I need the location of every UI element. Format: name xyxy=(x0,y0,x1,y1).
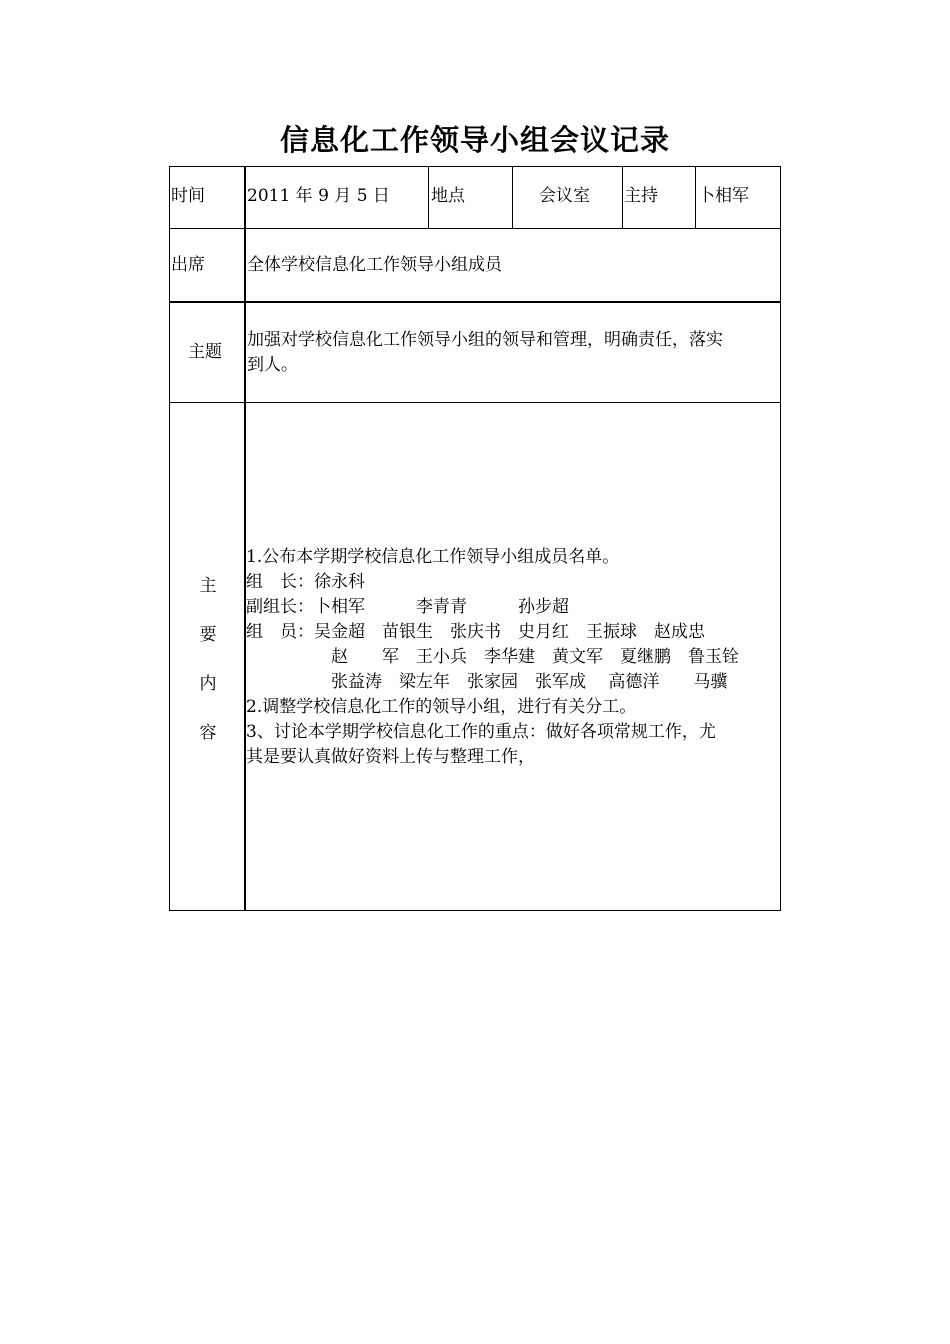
meeting-record-table xyxy=(169,166,781,911)
time-value: 2011 年 9 月 5 日 xyxy=(247,186,390,206)
topic-line: 加强对学校信息化工作领导小组的领导和管理，明确责任，落实 xyxy=(247,330,723,350)
column-divider xyxy=(695,166,696,228)
table-border-top xyxy=(169,166,781,167)
topic-label: 主题 xyxy=(188,342,222,362)
topic-line: 到人。 xyxy=(247,355,298,375)
content-line: 组 长：徐永科 xyxy=(246,572,365,592)
place-value: 会议室 xyxy=(539,186,590,206)
content-line: 组 员：吴金超 苗银生 张庆书 史月红 王振球 赵成忠 xyxy=(246,622,705,642)
page-title: 信息化工作领导小组会议记录 xyxy=(279,123,670,157)
row-divider xyxy=(169,301,781,303)
content-label-char: 主 xyxy=(199,576,217,596)
table-border-right xyxy=(780,166,781,911)
column-divider xyxy=(428,166,429,228)
content-line: 赵 军 王小兵 李华建 黄文军 夏继鹏 鲁玉铨 xyxy=(246,647,739,667)
content-line: 其是要认真做好资料上传与整理工作， xyxy=(246,747,535,767)
place-label: 地点 xyxy=(431,186,465,206)
host-label: 主持 xyxy=(624,186,658,206)
time-label: 时间 xyxy=(171,186,205,206)
content-line: 1.公布本学期学校信息化工作领导小组成员名单。 xyxy=(246,547,620,567)
column-divider xyxy=(622,166,623,228)
row-divider xyxy=(169,402,781,403)
table-border-left xyxy=(169,166,170,911)
content-line: 2.调整学校信息化工作的领导小组，进行有关分工。 xyxy=(246,697,637,717)
label-column-divider xyxy=(244,166,246,911)
column-divider xyxy=(512,166,513,228)
row-divider xyxy=(169,228,781,229)
host-value: 卜相军 xyxy=(698,186,749,206)
content-label-char: 内 xyxy=(199,674,217,694)
attendance-label: 出席 xyxy=(171,255,205,275)
content-label-char: 容 xyxy=(199,723,217,743)
content-label-char: 要 xyxy=(199,625,217,645)
table-border-bottom xyxy=(169,910,781,911)
content-line: 3、讨论本学期学校信息化工作的重点：做好各项常规工作，尤 xyxy=(246,722,716,742)
content-line: 张益涛 梁左年 张家园 张军成 高德洋 马骥 xyxy=(246,672,728,692)
attendance-value: 全体学校信息化工作领导小组成员 xyxy=(247,255,502,275)
content-line: 副组长：卜相军 李青青 孙步超 xyxy=(246,597,569,617)
